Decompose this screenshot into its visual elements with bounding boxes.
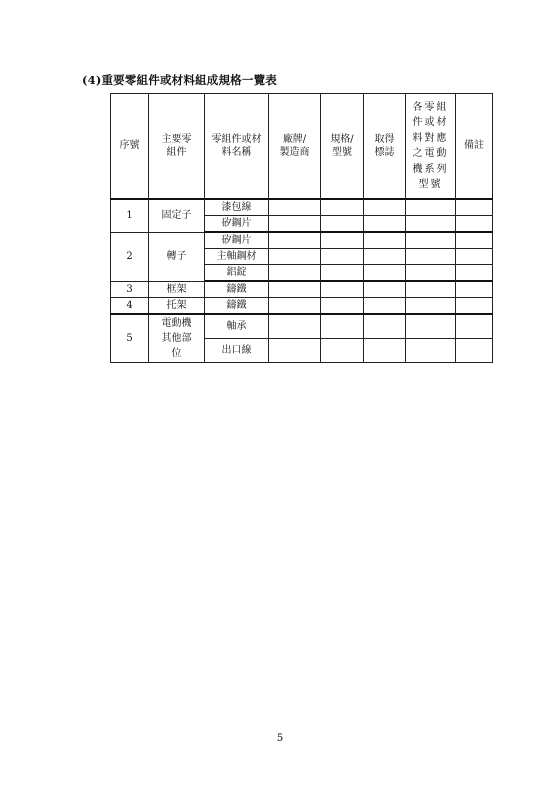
header-series: 各零組 件或材 料對應 之電動 機系列 型號 <box>406 94 456 200</box>
material-cell: 鑄鐵 <box>205 281 269 298</box>
seq-cell: 3 <box>111 281 149 298</box>
empty-cell <box>269 216 321 233</box>
header-manufacturer: 廠牌/ 製造商 <box>269 94 321 200</box>
header-component: 主要零 組件 <box>149 94 205 200</box>
table-row <box>111 281 493 298</box>
empty-cell <box>364 199 406 216</box>
material-cell: 鑄鐵 <box>205 298 269 315</box>
empty-cell <box>321 216 364 233</box>
material-cell: 軸承 <box>205 314 269 339</box>
empty-cell <box>456 199 493 216</box>
empty-cell <box>364 314 406 339</box>
table-row <box>111 298 493 315</box>
empty-cell <box>406 298 456 315</box>
empty-cell <box>406 232 456 249</box>
empty-cell <box>456 298 493 315</box>
empty-cell <box>406 314 456 339</box>
empty-cell <box>321 314 364 339</box>
component-cell: 電動機 其他部 位 <box>149 314 205 363</box>
header-seq: 序號 <box>111 94 149 200</box>
component-cell: 轉子 <box>149 232 205 281</box>
header-remarks: 備註 <box>456 94 493 200</box>
material-cell: 出口線 <box>205 339 269 363</box>
empty-cell <box>456 281 493 298</box>
material-cell: 鋁錠 <box>205 265 269 282</box>
empty-cell <box>364 281 406 298</box>
empty-cell <box>406 265 456 282</box>
empty-cell <box>269 314 321 339</box>
seq-cell: 4 <box>111 298 149 315</box>
seq-cell: 2 <box>111 232 149 281</box>
table-row <box>111 232 493 249</box>
empty-cell <box>269 249 321 265</box>
empty-cell <box>406 199 456 216</box>
empty-cell <box>456 265 493 282</box>
empty-cell <box>456 232 493 249</box>
empty-cell <box>364 339 406 363</box>
empty-cell <box>269 339 321 363</box>
empty-cell <box>269 298 321 315</box>
empty-cell <box>456 314 493 339</box>
empty-cell <box>269 281 321 298</box>
header-material: 零組件或材 料名稱 <box>205 94 269 200</box>
component-cell: 框架 <box>149 281 205 298</box>
empty-cell <box>321 199 364 216</box>
header-row <box>111 94 493 200</box>
empty-cell <box>406 281 456 298</box>
component-spec-table <box>110 93 493 363</box>
empty-cell <box>321 249 364 265</box>
empty-cell <box>321 232 364 249</box>
empty-cell <box>364 265 406 282</box>
seq-cell: 5 <box>111 314 149 363</box>
empty-cell <box>321 265 364 282</box>
component-cell: 托架 <box>149 298 205 315</box>
table-row <box>111 314 493 339</box>
empty-cell <box>269 265 321 282</box>
empty-cell <box>456 339 493 363</box>
empty-cell <box>321 298 364 315</box>
empty-cell <box>456 249 493 265</box>
section-heading: (4)重要零組件或材料組成規格一覽表 <box>82 73 277 87</box>
table-row <box>111 199 493 216</box>
empty-cell <box>321 339 364 363</box>
empty-cell <box>364 232 406 249</box>
empty-cell <box>456 216 493 233</box>
material-cell: 主軸鋼材 <box>205 249 269 265</box>
material-cell: 漆包線 <box>205 199 269 216</box>
empty-cell <box>269 232 321 249</box>
header-mark: 取得 標誌 <box>364 94 406 200</box>
empty-cell <box>364 216 406 233</box>
component-cell: 固定子 <box>149 199 205 232</box>
empty-cell <box>364 298 406 315</box>
empty-cell <box>406 339 456 363</box>
header-model: 規格/ 型號 <box>321 94 364 200</box>
empty-cell <box>364 249 406 265</box>
material-cell: 矽鋼片 <box>205 216 269 233</box>
page-number: 5 <box>276 733 284 744</box>
empty-cell <box>406 249 456 265</box>
material-cell: 矽鋼片 <box>205 232 269 249</box>
empty-cell <box>269 199 321 216</box>
empty-cell <box>406 216 456 233</box>
empty-cell <box>321 281 364 298</box>
seq-cell: 1 <box>111 199 149 232</box>
